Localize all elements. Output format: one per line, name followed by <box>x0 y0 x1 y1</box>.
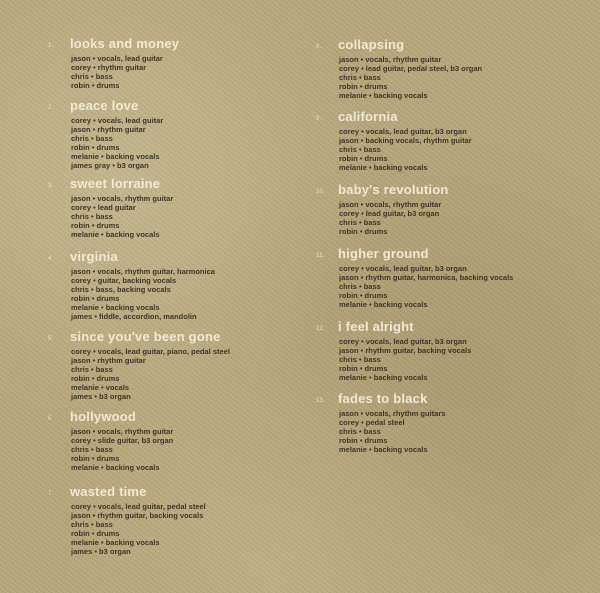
track-number: 4. <box>48 256 54 262</box>
track-number: 1. <box>48 43 54 49</box>
credit-line: james • b3 organ <box>71 547 131 556</box>
track-number: 9. <box>316 116 322 122</box>
credit-line: chris • bass <box>339 427 381 436</box>
credit-line: jason • backing vocals, rhythm guitar <box>339 136 472 145</box>
track-credits <box>339 337 471 382</box>
credit-line: jason • rhythm guitar <box>71 356 146 365</box>
track-title: virginia <box>70 249 118 264</box>
credit-line: melanie • backing vocals <box>71 230 160 239</box>
credit-line: chris • bass <box>71 72 113 81</box>
credit-line: robin • drums <box>71 81 120 90</box>
credit-line: robin • drums <box>339 291 388 300</box>
track-credits <box>339 55 482 100</box>
track-title: california <box>338 109 398 124</box>
credit-line: jason • vocals, rhythm guitar <box>71 427 174 436</box>
credit-line: corey • vocals, lead guitar, b3 organ <box>339 264 467 273</box>
credit-line: robin • drums <box>71 529 120 538</box>
credit-line: corey • vocals, lead guitar, b3 organ <box>339 337 467 346</box>
track-credits <box>71 502 206 556</box>
credit-line: robin • drums <box>339 82 388 91</box>
track-credits <box>71 116 163 170</box>
credit-line: corey • vocals, lead guitar, b3 organ <box>339 127 467 136</box>
track-title: peace love <box>70 98 139 113</box>
credit-line: robin • drums <box>71 221 120 230</box>
track-number: 11. <box>316 253 325 259</box>
credit-line: robin • drums <box>71 143 120 152</box>
credit-line: chris • bass <box>71 134 113 143</box>
track-credits <box>71 347 230 401</box>
credit-line: jason • vocals, rhythm guitar <box>339 200 442 209</box>
track-title: collapsing <box>338 37 405 52</box>
credit-line: corey • lead guitar, pedal steel, b3 organ <box>339 64 483 73</box>
credit-line: chris • bass, backing vocals <box>71 285 171 294</box>
track-credits <box>339 200 441 236</box>
track-title: looks and money <box>70 36 180 51</box>
track-credits <box>339 409 445 454</box>
credit-line: chris • bass <box>339 355 381 364</box>
credit-line: jason • vocals, rhythm guitar <box>71 194 174 203</box>
track-title: baby's revolution <box>338 182 449 197</box>
credit-line: melanie • backing vocals <box>71 463 160 472</box>
credit-line: jason • vocals, rhythm guitar <box>339 55 442 64</box>
track-title: higher ground <box>338 246 429 261</box>
credit-line: melanie • backing vocals <box>71 538 160 547</box>
credit-line: corey • vocals, lead guitar, piano, pedal steel <box>71 347 230 356</box>
track-title: i feel alright <box>338 319 414 334</box>
credit-line: corey • vocals, lead guitar <box>71 116 164 125</box>
track-number: 3. <box>48 183 54 189</box>
credit-line: melanie • backing vocals <box>339 163 428 172</box>
credit-line: corey • pedal steel <box>339 418 405 427</box>
credit-line: melanie • vocals <box>71 383 130 392</box>
credit-line: chris • bass <box>71 212 113 221</box>
track-credits <box>71 427 173 472</box>
credit-line: robin • drums <box>339 154 388 163</box>
credit-line: corey • lead guitar <box>71 203 136 212</box>
credit-line: jason • vocals, rhythm guitar, harmonica <box>71 267 215 276</box>
credit-line: chris • bass <box>339 218 381 227</box>
credit-line: james gray • b3 organ <box>71 161 149 170</box>
credit-line: melanie • backing vocals <box>71 303 160 312</box>
credit-line: jason • rhythm guitar, harmonica, backing vocals <box>339 273 514 282</box>
credit-line: robin • drums <box>71 454 120 463</box>
credit-line: james • b3 organ <box>71 392 131 401</box>
track-number: 7. <box>48 491 54 497</box>
track-title: hollywood <box>70 409 137 424</box>
track-number: 10. <box>316 189 325 195</box>
track-credits <box>71 267 215 321</box>
track-title: fades to black <box>338 391 428 406</box>
track-number: 2. <box>48 105 54 111</box>
credit-line: melanie • backing vocals <box>71 152 160 161</box>
credit-line: melanie • backing vocals <box>339 91 428 100</box>
credit-line: jason • rhythm guitar <box>71 125 146 134</box>
credit-line: robin • drums <box>339 227 388 236</box>
credit-line: robin • drums <box>339 436 388 445</box>
credit-line: melanie • backing vocals <box>339 445 428 454</box>
track-number: 13. <box>316 398 325 404</box>
track-credits <box>339 127 472 172</box>
credit-line: corey • guitar, backing vocals <box>71 276 177 285</box>
track-number: 12. <box>316 326 325 332</box>
track-credits <box>71 54 163 90</box>
track-number: 6. <box>48 416 54 422</box>
credit-line: melanie • backing vocals <box>339 300 428 309</box>
credit-line: jason • vocals, lead guitar <box>71 54 163 63</box>
credit-line: robin • drums <box>71 374 120 383</box>
credit-line: robin • drums <box>71 294 120 303</box>
track-title: sweet lorraine <box>70 176 161 191</box>
credit-line: melanie • backing vocals <box>339 373 428 382</box>
credit-line: corey • rhythm guitar <box>71 63 147 72</box>
track-title: wasted time <box>70 484 147 499</box>
credit-line: jason • vocals, rhythm guitars <box>339 409 446 418</box>
credit-line: corey • lead guitar, b3 organ <box>339 209 440 218</box>
credit-line: jason • rhythm guitar, backing vocals <box>71 511 204 520</box>
credit-line: robin • drums <box>339 364 388 373</box>
credit-line: chris • bass <box>339 145 381 154</box>
credit-line: corey • vocals, lead guitar, pedal steel <box>71 502 206 511</box>
credit-line: chris • bass <box>339 73 381 82</box>
credit-line: chris • bass <box>71 365 113 374</box>
track-credits <box>71 194 173 239</box>
track-number: 8. <box>316 44 322 50</box>
track-credits <box>339 264 513 309</box>
credit-line: corey • slide guitar, b3 organ <box>71 436 174 445</box>
credit-line: james • fiddle, accordion, mandolin <box>71 312 197 321</box>
track-number: 5. <box>48 336 54 342</box>
credit-line: chris • bass <box>71 520 113 529</box>
credit-line: jason • rhythm guitar, backing vocals <box>339 346 472 355</box>
credit-line: chris • bass <box>339 282 381 291</box>
credit-line: chris • bass <box>71 445 113 454</box>
track-title: since you've been gone <box>70 329 221 344</box>
